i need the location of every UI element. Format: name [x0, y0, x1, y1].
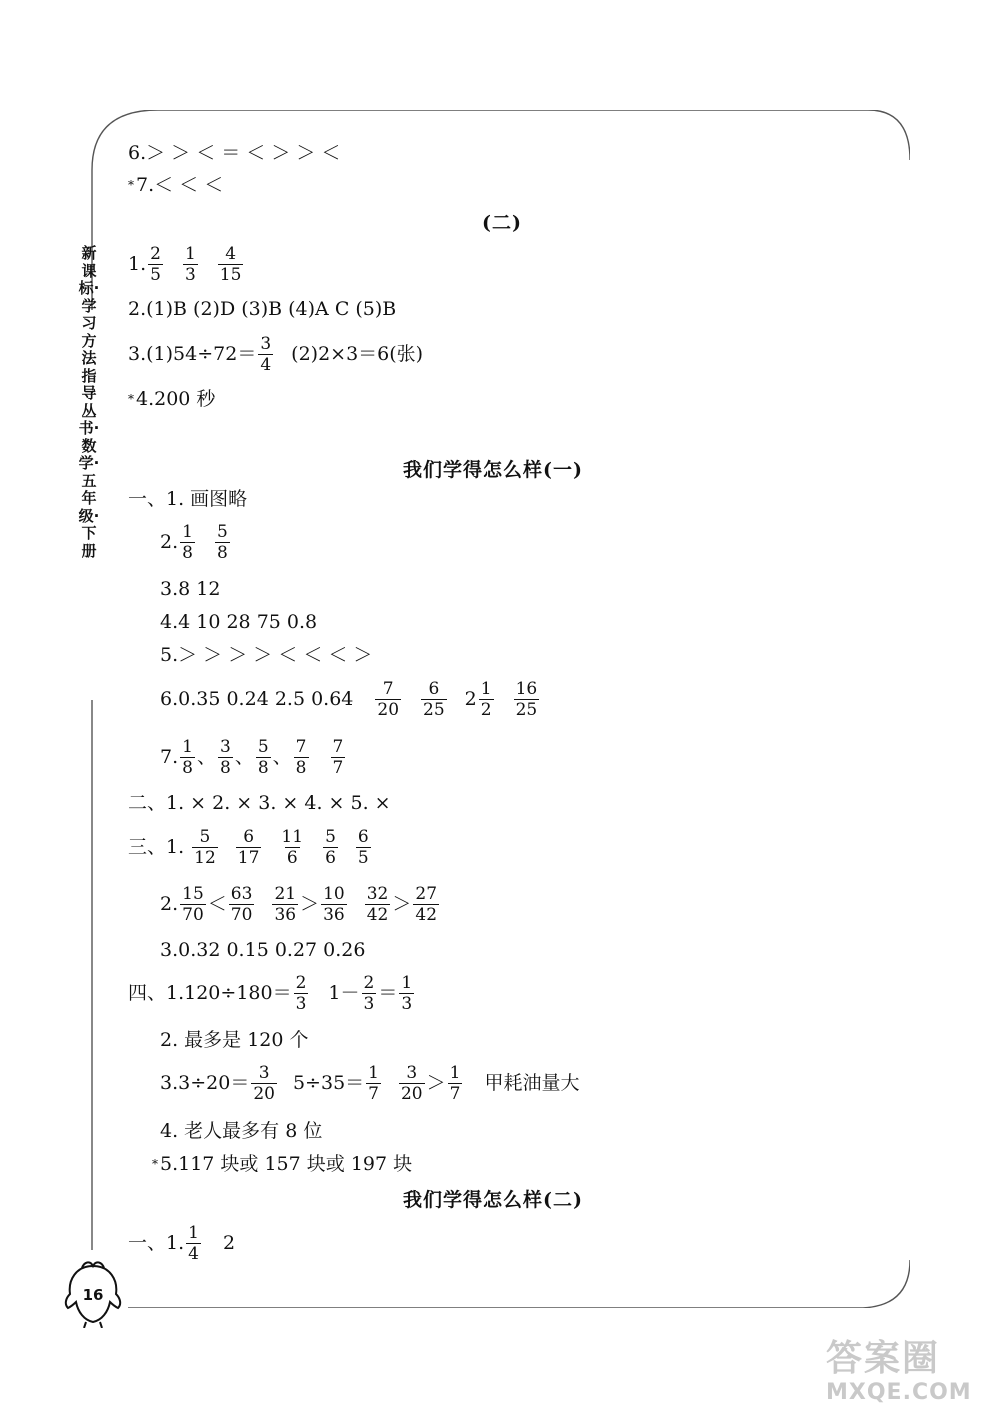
s2-answer-1 [128, 243, 245, 285]
fraction: 7 8 [295, 736, 307, 778]
fraction: 5 8 [257, 736, 269, 778]
r1-1-2: 2. 1 8 5 8 [160, 521, 228, 563]
r1-4-5: * 5.117 块或 157 块或 197 块 [152, 1153, 413, 1175]
star-mark: * [152, 1157, 158, 1171]
label: 1. [128, 253, 147, 275]
section-title-review-1: 我们学得怎么样(一) [403, 459, 583, 481]
fraction: 21 36 [274, 883, 297, 925]
fraction: 1 7 [449, 1062, 461, 1104]
r1-4-1: 四、1.120÷180＝ 2 3 1－ 2 3 ＝ 1 3 [128, 972, 413, 1014]
page-number: 16 [82, 1286, 104, 1304]
r1-3-3: 3.0.32 0.15 0.27 0.26 [160, 939, 366, 961]
fraction: 3 20 [400, 1062, 423, 1104]
section-title-review-2: 我们学得怎么样(二) [403, 1189, 583, 1211]
fraction: 3 4 [260, 333, 272, 375]
fraction: 15 70 [182, 883, 204, 925]
r1-4-4: 4. 老人最多有 8 位 [160, 1120, 323, 1142]
fraction: 4 15 [219, 243, 242, 285]
fraction: 3 20 [253, 1062, 275, 1104]
answer-7 [128, 173, 223, 197]
fraction: 63 70 [230, 883, 253, 925]
fraction: 7 20 [377, 678, 400, 720]
bird-mascot-icon [62, 1258, 124, 1328]
watermark-url: MXQE.COM [826, 1380, 972, 1405]
fraction: 7 7 [332, 736, 344, 778]
s2-answer-4 [128, 387, 215, 411]
r1-1-6: 6.0.35 0.24 2.5 0.64 7 20 6 25 2 1 2 16 25 [160, 678, 538, 720]
answer-6: 6.＞ ＞ ＜ ＝ ＜ ＞ ＞ ＜ [128, 142, 341, 164]
text: 3.(1)54÷72＝ [128, 343, 257, 365]
fraction: 11 6 [281, 826, 304, 868]
answer-7-text: 7.＜ ＜ ＜ [136, 174, 224, 196]
r1-1-4: 4.4 10 28 75 0.8 [160, 611, 318, 633]
fraction: 10 36 [323, 883, 345, 925]
s2-answer-2: 2.(1)B (2)D (3)B (4)A C (5)B [128, 298, 397, 320]
r1-3-2: 2. 15 70 ＜ 63 70 21 36 ＞ 10 36 32 42 ＞ 27 42 [160, 883, 438, 925]
series-side-title: 新课标·学习方法指导丛书·数学·五年级·下册 [78, 244, 100, 560]
r1-1-5: 5.＞ ＞ ＞ ＞ ＜ ＜ ＜ ＞ [160, 644, 373, 666]
fraction: 16 25 [515, 678, 538, 720]
fraction: 3 8 [219, 736, 231, 778]
fraction: 6 25 [423, 678, 445, 720]
r2-1-1: 一、1. 1 4 2 [128, 1222, 236, 1264]
fraction: 32 42 [366, 883, 389, 925]
fraction: 1 4 [188, 1222, 199, 1264]
fraction: 27 42 [415, 883, 438, 925]
section-title-2: (二) [482, 212, 522, 234]
fraction: 2 3 [295, 972, 307, 1014]
star-mark: * [128, 178, 134, 192]
fraction: 2 5 [150, 243, 161, 285]
s2-answer-3 [128, 333, 423, 375]
fraction: 1 8 [182, 736, 193, 778]
fraction: 6 17 [237, 826, 260, 868]
watermark-logo [826, 1338, 994, 1422]
r1-1-7: 7. 1 8 、 3 8 、 5 8 、 7 8 7 7 [160, 736, 344, 778]
fraction: 6 5 [357, 826, 369, 868]
r1-1-3: 3.8 12 [160, 578, 221, 600]
fraction: 1 2 [480, 678, 492, 720]
watermark-cn: 答案圈 [826, 1338, 941, 1379]
fraction: 5 12 [194, 826, 216, 868]
r1-1-1: 一、1. 画图略 [128, 488, 248, 510]
fraction: 5 8 [216, 521, 228, 563]
r1-3-1: 三、1. 5 12 6 17 11 6 5 6 6 5 [128, 826, 369, 868]
r1-2: 二、1. × 2. × 3. × 4. × 5. × [128, 792, 391, 814]
fraction: 1 7 [368, 1062, 379, 1104]
fraction: 1 3 [184, 243, 196, 285]
fraction: 2 3 [363, 972, 375, 1014]
r1-4-3: 3.3÷20＝ 3 20 5÷35＝ 1 7 3 20 ＞ 1 7 甲耗油量大 [160, 1062, 580, 1104]
star-mark: * [128, 392, 134, 406]
fraction: 1 8 [182, 521, 193, 563]
fraction: 1 3 [401, 972, 413, 1014]
text: 4.200 秒 [136, 388, 216, 410]
r1-4-2: 2. 最多是 120 个 [160, 1029, 309, 1051]
fraction: 5 6 [325, 826, 336, 868]
text: (2)2×3＝6(张) [291, 343, 424, 365]
